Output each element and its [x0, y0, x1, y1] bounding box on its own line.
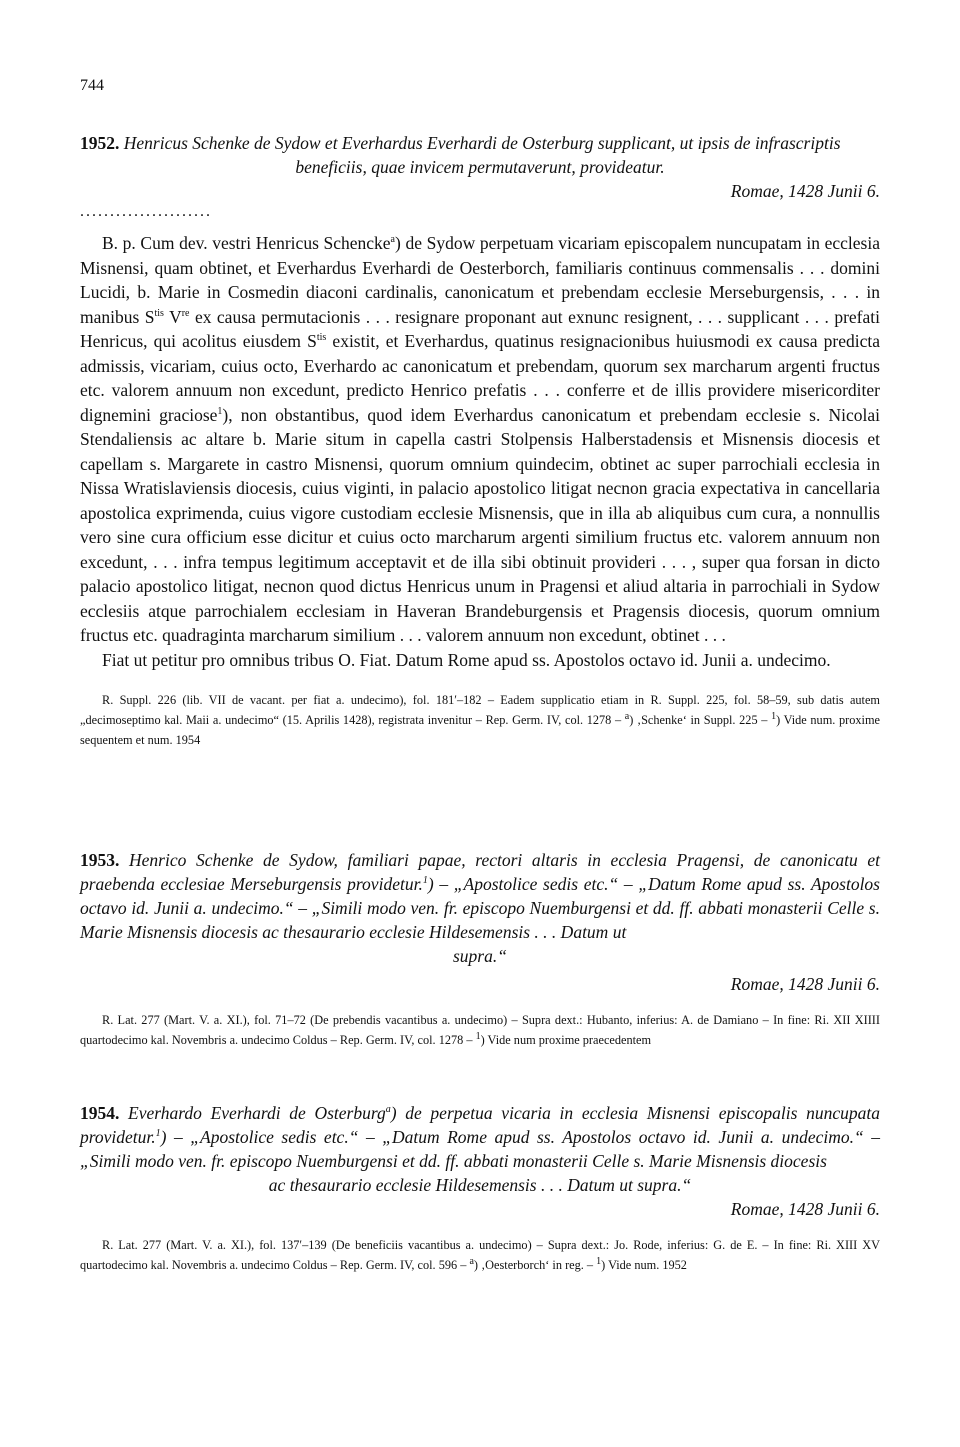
entry-1953 [80, 848, 880, 1050]
entry-date: Romae, 1428 Junii 6. [730, 1199, 880, 1219]
source-notes: R. Lat. 277 (Mart. V. a. XI.), fol. 71–72 (De prebendis vacantibus a. undecimo) – Supra dext.: Hubanto, inferius: A. de Damiano – In fine: Ri. XII XIIII quartodecimo kal. Novembris a. undecimo Coldus – Rep. Germ. IV, col. 1278 – $^1$) Vide num proxime praecedentem [80, 1013, 880, 1047]
footnote-marker: a [390, 234, 395, 246]
heading-tail: supra.“ [453, 946, 507, 966]
entry-heading [80, 131, 880, 179]
entry-number: 1954. [80, 1103, 120, 1123]
heading-text: Henricus Schenke de Sydow et Everhardus Everhardi de Osterburg supplicant, ut ipsis de infrascriptis [123, 133, 841, 153]
footnote-marker: 1 [155, 1128, 161, 1140]
heading-tail: ac thesaurario ecclesie Hildesemensis . . . Datum ut supra.“ [268, 1175, 692, 1195]
heading-tail: beneficiis, quae invicem permutaverunt, provideatur. [295, 157, 665, 177]
entry-1954 [80, 1101, 880, 1275]
entry-number: 1952. [80, 133, 120, 153]
entry-heading: 1954. Everhardo Everhardi de Osterburg$^a$) de perpetua vicaria in ecclesia Misnensi episcopalis nuncupata providetur.$^1$) – „Apostolice sedis etc.“ – „Datum Rome apud ss. Apostolos octavo id. Junii a. undecimo.“ – „Simili modo ven. fr. episcopo Nuemburgensi et dd. ff. abbati monasterii Celle s. Marie Misnensis diocesis ac thesaurario ecclesie Hildesemensis . . . Datum ut supra.“ [80, 1103, 881, 1195]
entry-heading: 1953. Henrico Schenke de Sydow, familiari papae, rectori altaris in ecclesia Pragensi, de canonicatu et praebenda ecclesiae Merseburgensis providetur.$^1$) – „Apostolice sedis etc.“ – „Datum Rome apud ss. Apostolos octavo id. Junii a. undecimo.“ – „Simili modo ven. fr. episcopo Nuemburgensi et dd. ff. abbati monasterii Celle s. Marie Misnensis diocesis ac thesaurario ecclesie Hildesemensis . . . Datum ut supra.“ [80, 850, 880, 966]
page-number: 744 [80, 77, 104, 94]
fiat-line: Fiat ut petitur pro omnibus tribus O. Fiat. Datum Rome apud ss. Apostolos octavo id. Junii a. undecimo. [102, 649, 831, 670]
source-notes: R. Lat. 277 (Mart. V. a. XI.), fol. 137′–139 (De beneficiis vacantibus a. undecimo) – Supra dext.: Jo. Rode, inferius: G. de E. – In fine: Ri. XIII XV quartodecimo kal. Novembris a. undecimo Coldus – Rep. Germ. IV, col. 596 – $^a$) ‚Oesterborch‘ in reg. – $^1$) Vide num. 1952 [80, 1238, 880, 1272]
entry-number: 1953. [80, 850, 120, 870]
source-notes: R. Suppl. 226 (lib. VII de vacant. per fiat a. undecimo), fol. 181′–182 – Eadem supplicatio etiam in R. Suppl. 225, fol. 58–59, sub datis autem „decimoseptimo kal. Maii a. undecimo“ (15. Aprilis 1428), registrata invenitur – Rep. Germ. IV, col. 1278 – $^a$) ‚Schenke‘ in Suppl. 225 – $^1$) Vide num. proxime sequentem et num. 1954 [80, 693, 880, 747]
footnote-marker: 1 [422, 875, 428, 887]
entry-date: Romae, 1428 Junii 6. [730, 974, 880, 994]
omission-dots: ...................... [80, 203, 212, 220]
supplication-text: B. p. Cum dev. vestri Henricus Schencke$^a$) de Sydow perpetuam vicariam episcopalem nuncupatam in ecclesia Misnensi, quam obtinet, et Everhardus Everhardi de Oesterborch, familiaris continuus commensalis . . . domini Lucidi, b. Marie in Cosmedin diaconi cardinalis, canonicatum et prebendam ecclesie Merseburgensis, . . . in manibus $S^{tis}$ Vre ex causa permutacionis . . . resignare proponant aut exnunc resignent, . . . supplicant . . . prefati Henricus, qui acolitus eiusdem $S^{tis}$ existit, et Everhardus, quatinus resignacionibus huiusmodi ex causa predicta admissis, vicariam, cuius octo, Everhardo ac canonicatum et prebendam, quorum sex marcharum argenti fructus etc. valorem annuum non excedunt, predicto Henrico prefatis . . . conferre et de illis providere misericorditer dignemini graciose$^1$), non obstantibus, quod idem Everhardus canonicatum et prebendam ecclesie s. Nicolai Stendaliensis ac altare b. Marie situm in capella castri Stolpensis Halberstadensis et Misnensis diocesis et capellam s. Margarete in castro Misnensi, quorum omnium quindecim, obtinet ac super parrochiali ecclesia in Nissa Wratislaviensis diocesis, cuius viginti, in palacio apostolico litigat necnon gracia expectativa in cancellaria apostolica exprimenda, cuius vigore custodiam ecclesie Misnensis, que in illa ab aliquibus cum cura, a nonnullis vero sine cura officium esse dicitur et cuius octo marcharum argenti similium fructus etc. valorem annuum non excedunt, . . . infra tempus legitimum acceptavit et de illa sibi obtinuit provideri . . . , super qua forsan in dicto palacio apostolico litigat, necnon quod dictus Henricus unum in Pragensi et aliud altaria in parrochiali in Sydow ecclesiis atque parrochialem ecclesiam in Haveran Brandeburgensis et Pragensis diocesis, quorum omnium fructus etc. quadraginta marcharum similium . . . valorem annuum non excedunt, obtinet . . . [80, 233, 880, 645]
entry-date: Romae, 1428 Junii 6. [730, 181, 880, 201]
footnote-marker: 1 [217, 405, 223, 417]
entry-1952 [80, 131, 880, 750]
